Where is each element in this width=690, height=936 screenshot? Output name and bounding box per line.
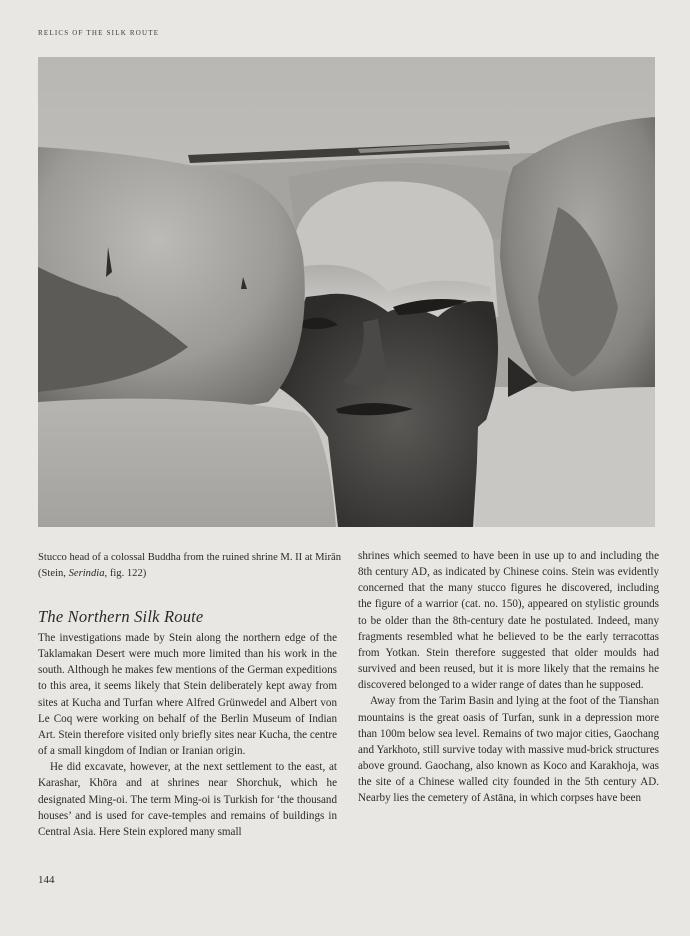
buddha-head-photograph — [38, 57, 655, 527]
running-head: RELICS OF THE SILK ROUTE — [38, 29, 160, 37]
left-paragraph-2: He did excavate, however, at the next settlement to the east, at Karashar, Khōra and at shrines near Shorchuk, which he designated Ming-oi. The term Ming-oi is Turkish for ‘the thousand houses’ and is used for cave-temples and remains of buildings in Central Asia. Here Stein explored many small — [38, 761, 337, 838]
section-heading: The Northern Silk Route — [38, 607, 204, 626]
left-text-column — [38, 630, 337, 840]
right-paragraph-1: shrines which seemed to have been in use up to and including the 8th century AD, as indicated by Chinese coins. Stein was evidently concerned that the many stucco figures he discovered, including the figure of a warrior (cat. no. 150), appeared on stylistic grounds to be older than the 8th-century date he postulated. Indeed, many fragments resembled what he believed to be the early terracottas from Yotkan. Stein therefore suggested that older moulds had survived and been reused, but it is more likely that the remains he discovered belonged to a wider range of dates than he supposed. — [358, 550, 659, 692]
caption-text: Stucco head of a colossal Buddha from the ruined shrine M. II at Mirān (Stein, — [38, 552, 342, 579]
left-paragraph-1: The investigations made by Stein along the northern edge of the Taklamakan Desert were much more limited than his work in the south. Although he makes few mentions of the German expeditions to this area, it seems likely that Stein deliberately kept away from sites at Kucha and Turfan where Alfred Grünwedel and Albert von Le Coq were working on behalf of the Berlin Museum of Indian Art. Stein therefore visited only briefly sites near Kucha, the centre of a small kingdom of Indian or Iranian origin. — [38, 632, 337, 758]
caption-italic-title: Serindia — [68, 567, 105, 579]
page-number: 144 — [38, 874, 55, 886]
caption-end: , fig. 122) — [104, 567, 147, 579]
right-paragraph-2: Away from the Tarim Basin and lying at the foot of the Tianshan mountains is the great oasis of Turfan, sunk in a depression more than 100m below sea level. Remains of two major cities, Gaochang and Yarkhoto, still survive today with massive mud-brick structures above ground. Gaochang, also known as Koco and Karakhoja, was the site of a Chinese walled city founded in the 5th century AD. Nearby lies the cemetery of Astāna, in which corpses have been — [358, 695, 659, 805]
right-text-column — [358, 548, 659, 807]
figure-caption — [38, 550, 342, 581]
